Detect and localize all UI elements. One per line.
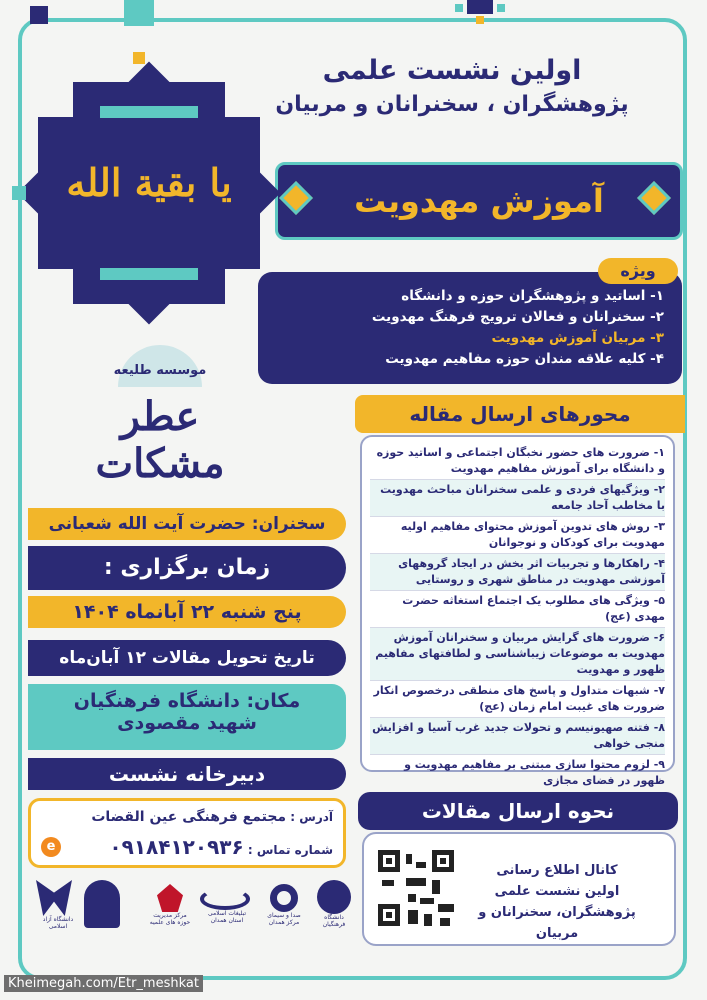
phone-row — [43, 835, 333, 859]
phone-label: شماره تماس : — [247, 843, 333, 857]
audience-item: ۱- اساتید و پژوهشگران حوزه و دانشگاه — [401, 288, 664, 304]
sponsor-caption: صدا و سیمای مرکز همدان — [267, 912, 301, 926]
audience-box — [258, 272, 682, 384]
sponsor-logo — [84, 880, 128, 938]
calligraphy-medallion — [38, 82, 260, 304]
calligraphy-text: یا بقیة الله — [66, 160, 232, 205]
topic-item: ۸- فتنه صهیونیسم و تحولات جدید غرب آسیا و افزایش منجی خواهی — [370, 718, 665, 755]
sponsor-logo — [200, 880, 254, 938]
audience-item: ۴- کلیه علاقه مندان حوزه مفاهیم مهدویت — [385, 351, 664, 367]
channel-text — [462, 860, 652, 944]
topics-list — [360, 435, 675, 787]
sponsor-caption: دانشگاه فرهنگیان — [322, 914, 346, 928]
organization-logo-main: عطر مشکات — [95, 393, 225, 487]
address-label: آدرس : — [290, 810, 333, 824]
qr-code-icon[interactable] — [378, 850, 454, 926]
deadline-pill: تاریخ تحویل مقالات ۱۲ آبان‌ماه — [28, 640, 346, 676]
sponsor-logo — [262, 880, 306, 938]
topic-item: ۷- شبهات متداول و پاسخ های منطقی درخصوص انکار ضرورت های غیبت امام زمان (عج) — [370, 681, 665, 718]
organization-logo — [60, 345, 260, 487]
topic-banner — [275, 162, 683, 240]
speaker-pill: سخنران: حضرت آیت الله شعبانی — [28, 508, 346, 540]
audience-item: ۳- مربیان آموزش مهدویت — [491, 330, 664, 346]
time-label-pill: زمان برگزاری : — [28, 546, 346, 590]
audience-badge: ویژه — [598, 258, 678, 284]
channel-line-2: اولین نشست علمی — [494, 884, 620, 899]
ornament-square — [30, 6, 48, 24]
sponsor-logo — [36, 880, 80, 938]
channel-box — [362, 832, 676, 946]
topic-banner-label: آموزش مهدویت — [354, 182, 604, 220]
organization-logo-top: موسسه طلیعه — [113, 363, 207, 378]
event-title: اولین نشست علمی — [322, 55, 582, 86]
sponsor-caption: دانشگاه آزاد اسلامی — [42, 916, 74, 930]
topic-item: ۲- ویژگیهای فردی و علمی سخنرانان مباحث مهدویت با مخاطب آحاد جامعه — [370, 480, 665, 517]
topic-item: ۴- راهکارها و تجربیات اثر بخش در ایجاد گروههای آموزشی مهدویت در مناطق شهری و روستایی — [370, 554, 665, 591]
topic-item: ۹- لزوم محتوا سازی مبتنی بر مفاهیم مهدویت و ظهور در فضای مجازی — [404, 758, 665, 787]
address-value: مجتمع فرهنگی عین القضات — [91, 809, 287, 825]
sponsor-caption: تبلیغات اسلامی استان همدان — [207, 910, 247, 924]
ornament-square — [12, 186, 26, 200]
topic-item: ۵- ویژگی های مطلوب یک اجتماع استغاثه حضرت مهدی (عج) — [370, 591, 665, 628]
sponsor-logo — [312, 880, 356, 938]
location-line-2: شهید مقصودی — [117, 712, 257, 734]
audience-item: ۲- سخنرانان و فعالان ترویج فرهنگ مهدویت — [371, 309, 664, 325]
contact-box — [28, 798, 346, 868]
eitaa-icon: e — [41, 837, 61, 857]
submission-heading: نحوه ارسال مقالات — [358, 792, 678, 830]
location-line-1: مکان: دانشگاه فرهنگیان — [73, 690, 301, 712]
topic-item: ۶- ضرورت های گرایش مربیان و سخنرانان آموزش مهدویت به موضوعات زیباشناسی و لطافتهای مفاهیم ظهور و مهدویت — [370, 628, 665, 681]
channel-line-1: کانال اطلاع رسانی — [496, 863, 618, 878]
ornament-square — [133, 52, 145, 64]
address-row — [43, 809, 333, 825]
channel-line-3: پژوهشگران، سخنرانان و مربیان — [478, 905, 636, 941]
sponsor-logo — [148, 880, 192, 938]
event-subtitle: پژوهشگران ، سخنرانان و مربیان — [275, 92, 629, 117]
footer-link[interactable]: Kheimegah.com/Etr_meshkat — [4, 975, 203, 992]
phone-value[interactable]: ۰۹۱۸۴۱۲۰۹۳۶ — [109, 835, 244, 859]
topic-item: ۱- ضرورت های حضور نخبگان اجتماعی و اساتید حوزه و دانشگاه برای آموزش مفاهیم مهدویت — [370, 443, 665, 480]
location-box — [28, 684, 346, 750]
event-date: پنج شنبه ۲۲ آبانماه ۱۴۰۴ — [28, 596, 346, 628]
ornament-square — [124, 0, 154, 26]
sponsor-caption: مرکز مدیریت حوزه های علمیه — [149, 912, 191, 926]
topics-heading: محورهای ارسال مقاله — [355, 395, 685, 433]
top-ornament — [455, 0, 505, 24]
secretariat-pill: دبیرخانه نشست — [28, 758, 346, 790]
topic-item: ۳- روش های تدوین آموزش محتوای مفاهیم اولیه مهدویت برای کودکان و نوجوانان — [370, 517, 665, 554]
